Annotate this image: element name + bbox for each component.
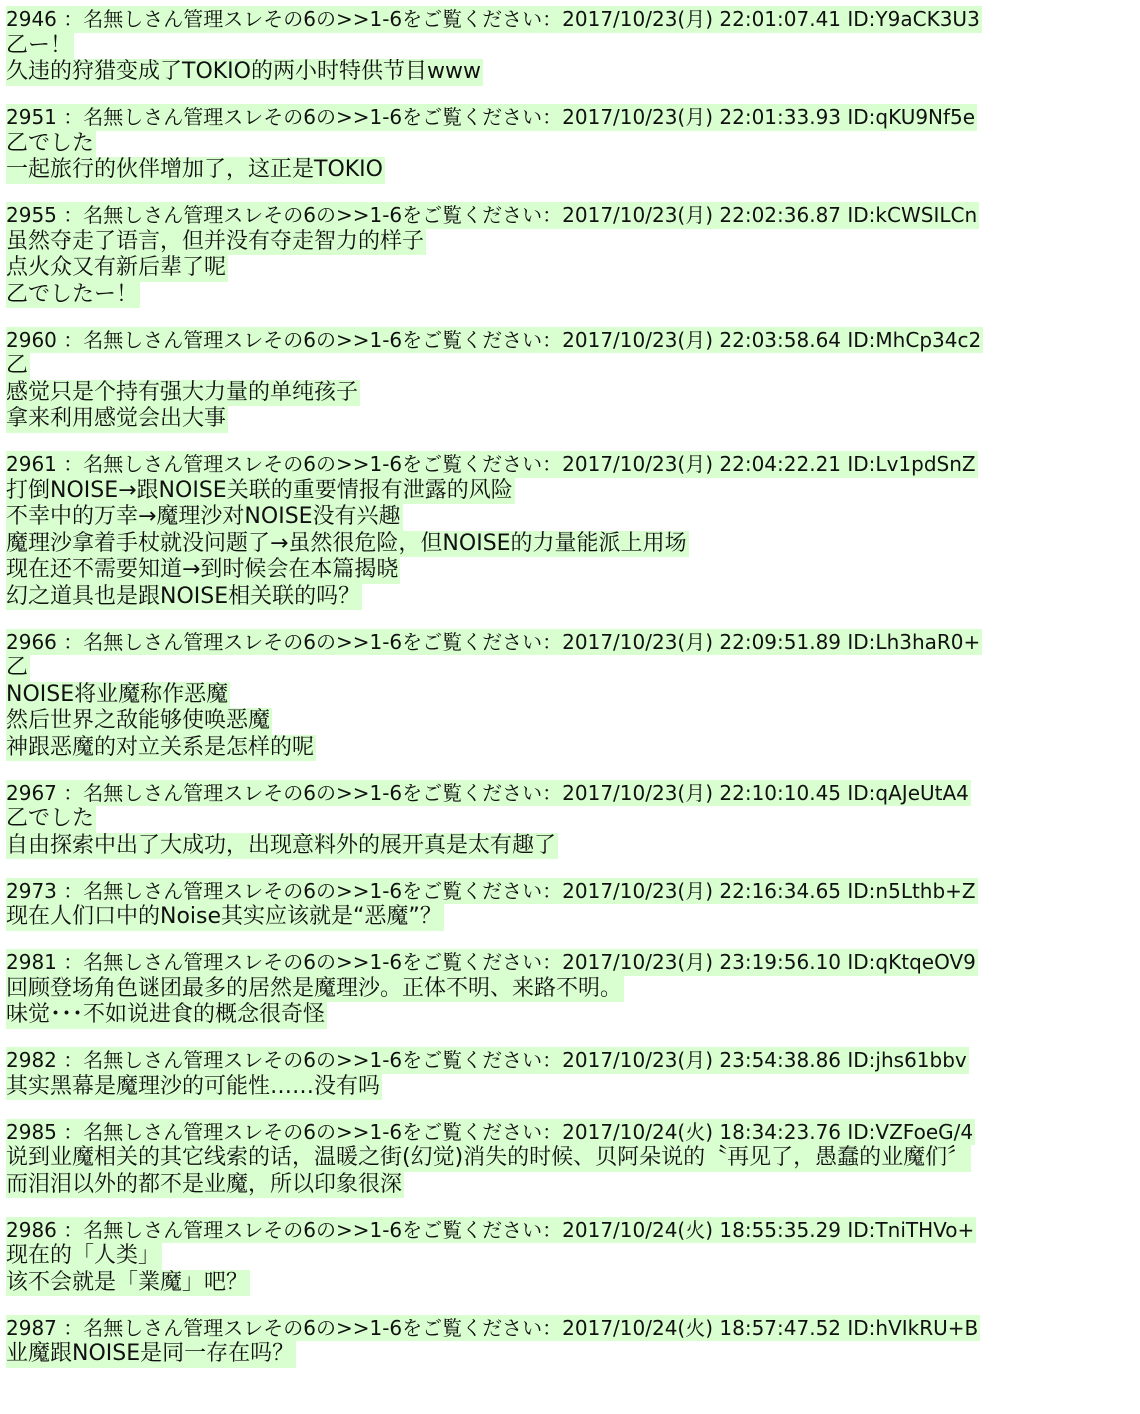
post-header: 2961 ：名無しさん管理スレその6の>>1-6をご覧ください：2017/10/23(月) 22:04:22.21 ID:Lv1pdSnZ	[6, 452, 976, 476]
post-header-line	[6, 878, 1140, 905]
post-text: 其实黑幕是魔理沙的可能性……没有吗	[6, 1073, 381, 1099]
post-header: 2982 ：名無しさん管理スレその6の>>1-6をご覧ください：2017/10/23(月) 23:54:38.86 ID:jhs61bbv	[6, 1048, 967, 1072]
post-separator	[0, 1368, 1140, 1387]
post-body-line	[6, 976, 1140, 1003]
post	[0, 1047, 1140, 1100]
post	[0, 104, 1140, 184]
post-text: 乙	[6, 353, 29, 378]
post-body-line	[6, 806, 1140, 833]
post	[0, 6, 1140, 86]
post-separator	[0, 433, 1140, 452]
post-header: 2960 ：名無しさん管理スレその6の>>1-6をご覧ください：2017/10/23(月) 22:03:58.64 ID:MhCp34c2	[6, 327, 982, 352]
post-text: 说到业魔相关的其它线索的话，温暖之街(幻觉)消失的时候、贝阿朵说的〝再见了，愚蠢的业魔们〞	[6, 1145, 970, 1170]
post-text: 该不会就是「業魔」吧？	[6, 1269, 249, 1295]
post-body-line	[6, 33, 1140, 60]
post-header-line	[6, 202, 1140, 229]
post-separator	[0, 184, 1140, 203]
post-text: 现在的「人类」	[6, 1243, 161, 1268]
post-header: 2951 ：名無しさん管理スレその6の>>1-6をご覧ください：2017/10/23(月) 22:01:33.93 ID:qKU9Nf5e	[6, 105, 976, 129]
post-header-line	[6, 1217, 1140, 1244]
post-text: 神跟恶魔的对立关系是怎样的呢	[6, 734, 315, 760]
post	[0, 949, 1140, 1029]
post-header: 2981 ：名無しさん管理スレその6の>>1-6をご覧ください：2017/10/23(月) 23:19:56.10 ID:qKtqeOV9	[6, 950, 976, 974]
post-separator	[0, 931, 1140, 950]
post-body-line	[6, 682, 1140, 709]
post-body-line	[6, 255, 1140, 282]
post-header: 2987 ：名無しさん管理スレその6の>>1-6をご覧ください：2017/10/24(火) 18:57:47.52 ID:hVIkRU+B	[6, 1315, 979, 1340]
post	[0, 451, 1140, 610]
post-body-line	[6, 380, 1140, 407]
post-header: 2986 ：名無しさん管理スレその6の>>1-6をご覧ください：2017/10/24(火) 18:55:35.29 ID:TniTHVo+	[6, 1217, 975, 1242]
post-text: 业魔跟NOISE是同一存在吗？	[6, 1341, 295, 1366]
post-text: NOISE将业魔称作恶魔	[6, 681, 229, 707]
post-body-line	[6, 478, 1140, 505]
post	[0, 1119, 1140, 1199]
post-separator	[0, 610, 1140, 629]
post-header: 2973 ：名無しさん管理スレその6の>>1-6をご覧ください：2017/10/23(月) 22:16:34.65 ID:n5Lthb+Z	[6, 878, 976, 903]
post-text: 乙でした	[6, 130, 95, 156]
post-body-line	[6, 735, 1140, 762]
post	[0, 1217, 1140, 1297]
post-header-line	[6, 451, 1140, 478]
post-header-line	[6, 1315, 1140, 1342]
post-text: 乙でした	[6, 806, 95, 831]
post-separator	[0, 761, 1140, 780]
post-text: 拿来利用感觉会出大事	[6, 406, 227, 431]
post-text: 不幸中的万幸→魔理沙对NOISE没有兴趣	[6, 504, 401, 529]
post-text: 点火众又有新后辈了呢	[6, 255, 227, 280]
post-text: 魔理沙拿着手杖就没问题了→虽然很危险，但NOISE的力量能派上用场	[6, 530, 687, 556]
post-text: 一起旅行的伙伴增加了，这正是TOKIO	[6, 157, 383, 182]
post-header: 2967 ：名無しさん管理スレその6の>>1-6をご覧ください：2017/10/23(月) 22:10:10.45 ID:qAJeUtA4	[6, 780, 969, 805]
post-separator	[0, 1029, 1140, 1048]
post-text: 乙ー！	[6, 32, 73, 58]
post-header: 2966 ：名無しさん管理スレその6の>>1-6をご覧ください：2017/10/23(月) 22:09:51.89 ID:Lh3haR0+	[6, 629, 981, 654]
post-header: 2985 ：名無しさん管理スレその6の>>1-6をご覧ください：2017/10/24(火) 18:34:23.76 ID:VZFoeG/4	[6, 1119, 974, 1144]
post-text: 现在人们口中的Noise其实应该就是“恶魔”？	[6, 904, 442, 929]
post-body-line	[6, 833, 1140, 860]
post-body-line	[6, 1145, 1140, 1172]
post	[0, 327, 1140, 433]
post-header-line	[6, 1119, 1140, 1146]
post-text: 久违的狩猎变成了TOKIO的两小时特供节目www	[6, 59, 481, 84]
post	[0, 629, 1140, 762]
post	[0, 202, 1140, 308]
post-text: 乙	[6, 655, 29, 680]
post-separator	[0, 308, 1140, 327]
post-body-line	[6, 131, 1140, 158]
post-body-line	[6, 157, 1140, 184]
post-body-line	[6, 1002, 1140, 1029]
post-header-line	[6, 780, 1140, 807]
post-header-line	[6, 949, 1140, 976]
post-body-line	[6, 557, 1140, 584]
post-text: 打倒NOISE→跟NOISE关联的重要情报有泄露的风险	[6, 477, 513, 503]
post-body-line	[6, 353, 1140, 380]
post-body-line	[6, 1172, 1140, 1199]
post-separator	[0, 1198, 1140, 1217]
post-body-line	[6, 708, 1140, 735]
post-body-line	[6, 904, 1140, 931]
post-body-line	[6, 584, 1140, 611]
post-body-line	[6, 504, 1140, 531]
post-text: 然后世界之敌能够使唤恶魔	[6, 708, 271, 733]
post-header-line	[6, 629, 1140, 656]
post-text: 虽然夺走了语言，但并没有夺走智力的样子	[6, 228, 425, 254]
post-body-line	[6, 655, 1140, 682]
post-text: 味觉･･･不如说进食的概念很奇怪	[6, 1002, 326, 1027]
post-separator	[0, 1296, 1140, 1315]
post-text: 现在还不需要知道→到时候会在本篇揭晓	[6, 557, 399, 582]
post-text: 而泪泪以外的都不是业魔，所以印象很深	[6, 1171, 403, 1197]
post-header-line	[6, 1047, 1140, 1074]
post-separator	[0, 1100, 1140, 1119]
post	[0, 780, 1140, 860]
post-separator	[0, 86, 1140, 105]
post-text: 乙でしたー！	[6, 281, 139, 307]
post-text: 自由探索中出了大成功，出现意料外的展开真是太有趣了	[6, 832, 557, 858]
post-body-line	[6, 531, 1140, 558]
post-body-line	[6, 282, 1140, 309]
post-header: 2955 ：名無しさん管理スレその6の>>1-6をご覧ください：2017/10/23(月) 22:02:36.87 ID:kCWSILCn	[6, 203, 978, 227]
post-header-line	[6, 327, 1140, 354]
post-text: 回顾登场角色谜团最多的居然是魔理沙。正体不明、来路不明。	[6, 975, 623, 1001]
post-body-line	[6, 229, 1140, 256]
post-body-line	[6, 59, 1140, 86]
post-header-line	[6, 6, 1140, 33]
post-body-line	[6, 1270, 1140, 1297]
post-text: 幻之道具也是跟NOISE相关联的吗？	[6, 583, 361, 609]
post-body-line	[6, 406, 1140, 433]
post-text: 感觉只是个持有强大力量的单纯孩子	[6, 379, 359, 405]
post-header: 2946 ：名無しさん管理スレその6の>>1-6をご覧ください：2017/10/23(月) 22:01:07.41 ID:Y9aCK3U3	[6, 7, 980, 31]
post-body-line	[6, 1074, 1140, 1101]
post	[0, 1315, 1140, 1368]
post-body-line	[6, 1243, 1140, 1270]
post-header-line	[6, 104, 1140, 131]
post-body-line	[6, 1341, 1140, 1368]
post	[0, 878, 1140, 931]
post-separator	[0, 859, 1140, 878]
